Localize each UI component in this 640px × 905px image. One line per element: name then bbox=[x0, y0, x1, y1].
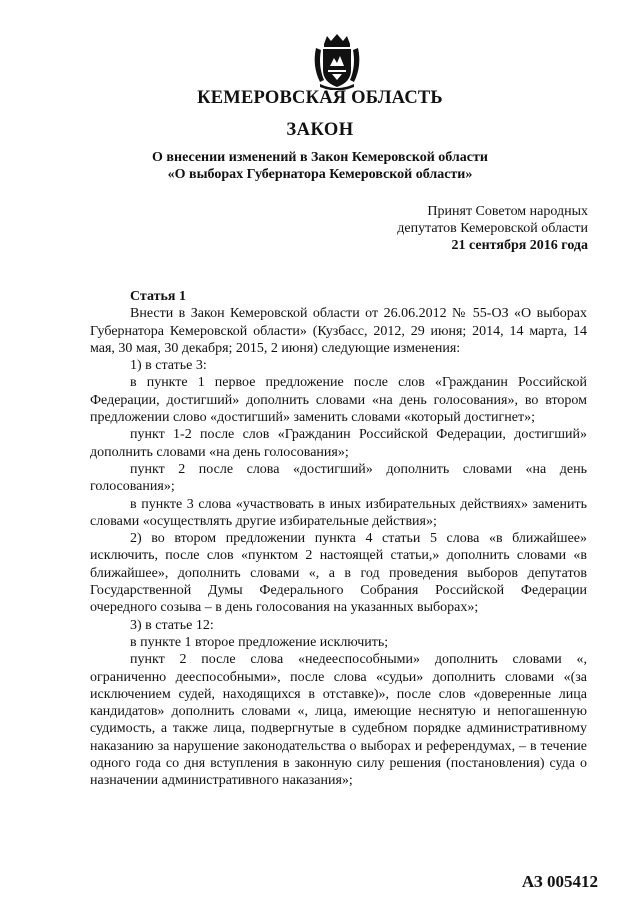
article-paragraph: в пункте 1 первое предложение после слов «Гражданин Российской Федерации, достигший» дополнить словами «на день голосования», во втором предложении слово «достигший» заменить словами «который достигнет»; bbox=[90, 375, 587, 426]
law-title-line: О внесении изменений в Закон Кемеровской области bbox=[152, 150, 488, 165]
article-paragraph: Внести в Закон Кемеровской области от 26.06.2012 № 55-ОЗ «О выборах Губернатора Кемеровской области» (Кузбасс, 2012, 29 июня; 2014, 14 марта, 14 мая, 30 мая, 30 декабря; 2015, 2 июня) следующие изменения: bbox=[90, 306, 587, 356]
adoption-line: депутатов Кемеровской области bbox=[397, 221, 588, 236]
article-body bbox=[90, 288, 587, 790]
adoption-line: Принят Советом народных bbox=[427, 204, 588, 219]
article-paragraph: пункт 1-2 после слов «Гражданин Российской Федерации, достигший» дополнить словами «на день голосования»; bbox=[90, 427, 587, 460]
document-type: ЗАКОН bbox=[286, 120, 354, 140]
adoption-date: 21 сентября 2016 года bbox=[451, 238, 588, 253]
article-paragraph: в пункте 1 второе предложение исключить; bbox=[130, 634, 389, 650]
law-title bbox=[0, 149, 640, 183]
article-heading: Статья 1 bbox=[130, 289, 186, 304]
region-name: КЕМЕРОВСКАЯ ОБЛАСТЬ bbox=[197, 88, 443, 108]
article-paragraph: пункт 2 после слова «недееспособными» дополнить словами «, ограниченно дееспособными», после слова «судьи» дополнить словами «(за исключением судей, находящихся в отставке)», после слов «доверенные лица кандидатов» дополнить словами «, лица, имеющие неснятую и непогашенную судимость, а также лица, подвергнутые в судебном порядке административному наказанию за нарушение законодательства о выборах и референдумах, – в течение одного года со дня вступления в законную силу решения (постановления) суда о назначении административного наказания»; bbox=[90, 652, 587, 789]
law-title-line: «О выборах Губернатора Кемеровской области» bbox=[167, 167, 473, 182]
article-paragraph: в пункте 3 слова «участвовать в иных избирательных действиях» заменить словами «осуществлять другие избирательные действия»; bbox=[90, 496, 587, 529]
article-paragraph: 2) во втором предложении пункта 4 статьи 5 слова «в ближайшее» исключить, после слов «пунктом 2 настоящей статьи,» дополнить словами «в ближайшее», дополнить словами «, а в год проведения выборов депутатов Государственной Думы Федерального Собрания Российской Федерации очередного созыва – в день голосования на указанных выборах»; bbox=[90, 531, 587, 616]
coat-of-arms-icon bbox=[310, 32, 364, 90]
adoption-block bbox=[397, 203, 588, 254]
serial-number: АЗ 005412 bbox=[521, 872, 598, 891]
article-paragraph: 1) в статье 3: bbox=[130, 358, 207, 374]
article-paragraph: 3) в статье 12: bbox=[130, 617, 214, 633]
article-paragraph: пункт 2 после слова «достигший» дополнить словами «на день голосования»; bbox=[90, 461, 587, 495]
